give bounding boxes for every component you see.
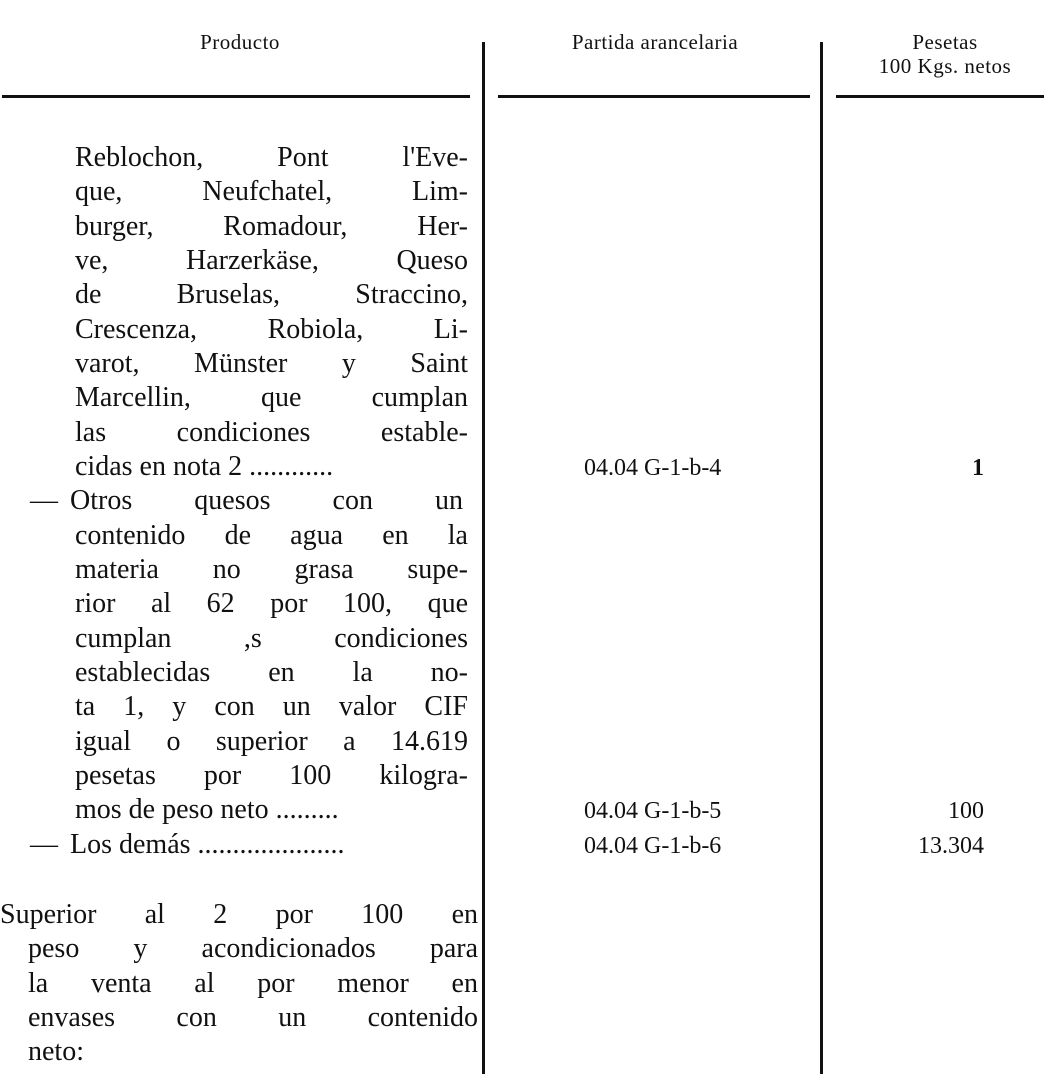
product-line-text: Los demás .....................: [70, 829, 345, 860]
partida-cell: 04.04 G-1-b-4: [584, 455, 722, 481]
product-line: de Bruselas, Straccino,: [75, 279, 468, 310]
partida-cell: 04.04 G-1-b-5: [584, 798, 722, 824]
product-line: Superior al 2 por 100 en: [0, 899, 478, 930]
product-line: peso y acondicionados para: [28, 933, 478, 964]
dash: —: [30, 485, 58, 516]
product-line: la venta al por menor en: [28, 968, 478, 999]
product-line: [30, 828, 468, 862]
product-line: Marcellin, que cumplan: [75, 382, 468, 413]
header-pesetas: [840, 30, 1046, 78]
product-line: pesetas por 100 kilogra-: [75, 760, 468, 791]
dash: —: [30, 829, 58, 860]
product-line: Crescenza, Robiola, Li-: [75, 314, 468, 345]
column-divider-2: [820, 42, 823, 1074]
product-line: varot, Münster y Saint: [75, 348, 468, 379]
product-line: [30, 484, 468, 518]
header-rule-pesetas: [836, 95, 1044, 98]
product-line: envases con un contenido: [28, 1002, 478, 1033]
product-line: que, Neufchatel, Lim-: [75, 176, 468, 207]
product-line: ta 1, y con un valor CIF: [75, 691, 468, 722]
product-line-text: Otros quesos con un: [70, 485, 463, 516]
header-producto: Producto: [200, 30, 280, 54]
product-line: cidas en nota 2 ............: [75, 451, 334, 482]
column-divider-1: [482, 42, 485, 1074]
product-line: rior al 62 por 100, que: [75, 588, 468, 619]
product-line: igual o superior a 14.619: [75, 726, 468, 757]
product-line: Reblochon, Pont l'Eve-: [75, 142, 468, 173]
partida-cell: 04.04 G-1-b-6: [584, 833, 722, 859]
header-pesetas-line2: 100 Kgs. netos: [878, 54, 1012, 78]
pesetas-cell: 1: [972, 455, 984, 481]
header-partida-arancelaria: Partida arancelaria: [571, 30, 739, 54]
header-rule-producto: [2, 95, 470, 98]
product-line: establecidas en la no-: [75, 657, 468, 688]
product-line: contenido de agua en la: [75, 520, 468, 551]
pesetas-cell: 13.304: [918, 833, 984, 859]
product-line: las condiciones estable-: [75, 417, 468, 448]
product-line: materia no grasa supe-: [75, 554, 468, 585]
product-line: burger, Romadour, Her-: [75, 211, 468, 242]
pesetas-cell: 100: [948, 798, 984, 824]
product-line: neto:: [28, 1036, 84, 1067]
product-line: mos de peso neto .........: [75, 794, 339, 825]
header-rule-partida: [498, 95, 810, 98]
header-pesetas-line1: Pesetas: [912, 30, 978, 54]
product-line: ve, Harzerkäse, Queso: [75, 245, 468, 276]
product-line: cumplan ,s condiciones: [75, 623, 468, 654]
